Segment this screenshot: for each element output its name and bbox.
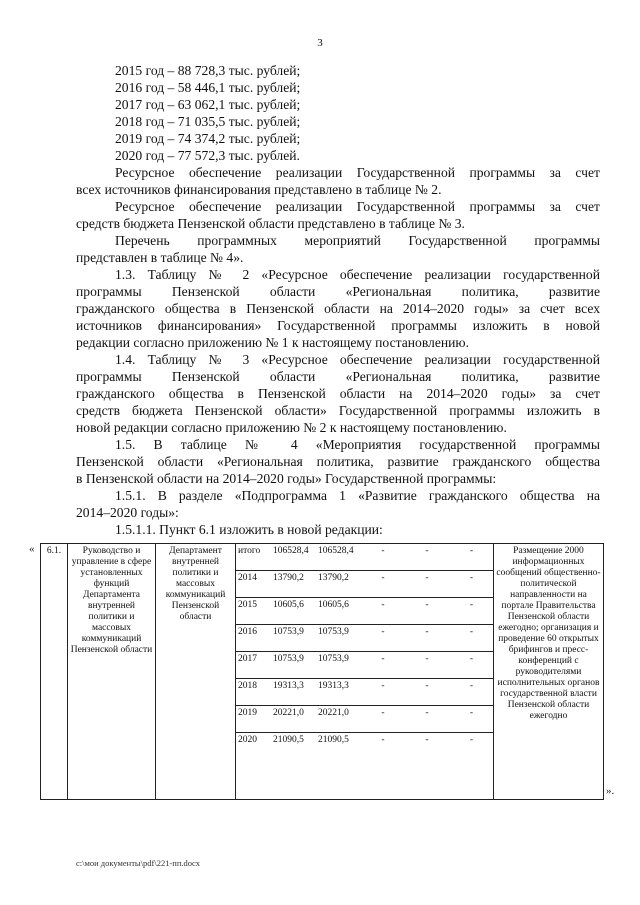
financing-row — [236, 733, 494, 760]
row-other: - — [449, 706, 494, 733]
year-line-2017: 2017 год – 63 062,1 тыс. рублей; — [115, 97, 301, 112]
row-local: - — [405, 706, 449, 733]
row-local: - — [405, 598, 449, 625]
row-other: - — [449, 571, 494, 598]
row-federal: - — [361, 544, 405, 571]
row-federal: - — [361, 679, 405, 706]
paragraph-4-line-5: редакции согласно приложению № 1 к настоящему постановлению. — [76, 335, 469, 350]
row-budget: 10753,9 — [316, 652, 361, 679]
financing-rows — [236, 544, 494, 759]
row-total: 20221,0 — [271, 706, 316, 733]
row-budget: 10605,6 — [316, 598, 361, 625]
paragraph-2-line-1: Ресурсное обеспечение реализации Государственной программы за счет — [115, 199, 600, 214]
table-close-quote: ». — [606, 785, 615, 797]
row-year: 2014 — [236, 571, 271, 598]
row-local: - — [405, 544, 449, 571]
financing-row — [236, 544, 494, 571]
row-other: - — [469, 735, 474, 745]
year-line-2018: 2018 год – 71 035,5 тыс. рублей; — [115, 114, 301, 129]
financing-row — [236, 679, 494, 706]
paragraph-8-line-1: 1.5.1.1. Пункт 6.1 изложить в новой редакции: — [115, 522, 383, 537]
paragraph-6-line-2: Пензенской области «Региональная политика, развитие гражданского общества — [76, 454, 600, 469]
year-line-2015: 2015 год – 88 728,3 тыс. рублей; — [115, 63, 301, 78]
row-budget: 106528,4 — [316, 544, 361, 571]
row-other: - — [449, 679, 494, 706]
row-federal: - — [361, 652, 405, 679]
row-federal: - — [361, 706, 405, 733]
paragraph-6-line-3: в Пензенской области на 2014–2020 годы» Государственной программы: — [76, 471, 497, 486]
paragraph-6-line-1: 1.5. В таблице № 4 «Мероприятия государственной программы — [115, 437, 600, 452]
paragraph-5-line-3: гражданского общества в Пензенской области на 2014–2020 годы» за счет — [76, 386, 600, 401]
paragraph-1-line-2: всех источников финансирования представлено в таблице № 2. — [76, 182, 442, 197]
row-budget: 20221,0 — [316, 706, 361, 733]
row-budget: 10753,9 — [316, 625, 361, 652]
row-total: 106528,4 — [271, 544, 316, 571]
item-number: 6.1. — [41, 544, 68, 800]
row-local: - — [405, 625, 449, 652]
row-total: 21090,5 — [273, 735, 304, 745]
financing-row — [236, 571, 494, 598]
table-open-quote: « — [29, 543, 35, 555]
row-other: - — [449, 652, 494, 679]
row-local: - — [425, 735, 429, 745]
paragraph-4-line-2: программы Пензенской области «Региональная политика, развитие — [76, 284, 600, 299]
row-total: 10605,6 — [271, 598, 316, 625]
page-number: 3 — [317, 37, 323, 49]
paragraph-4-line-4: источников финансирования» Государственной программы изложить в новой — [76, 318, 600, 333]
paragraph-2-line-2: средств бюджета Пензенской области представлено в таблице № 3. — [76, 216, 465, 231]
paragraph-7-line-2: 2014–2020 годы»: — [76, 505, 179, 520]
year-line-2020: 2020 год – 77 572,3 тыс. рублей. — [115, 148, 300, 163]
expected-result: Размещение 2000 информационных сообщений общественно-политической направленности на портале Правительства Пензенской области ежегодно; организация и проведение 60 открытых брифингов и пресс-конференций с руководителями исполнительных органов государственной власти Пензенской области ежегодно — [494, 544, 604, 800]
financing-row — [236, 598, 494, 625]
financing-row — [236, 625, 494, 652]
year-line-2016: 2016 год – 58 446,1 тыс. рублей; — [115, 80, 301, 95]
row-year: 2019 — [236, 706, 271, 733]
paragraph-4-line-1: 1.3. Таблицу № 2 «Ресурсное обеспечение реализации государственной — [115, 267, 600, 282]
row-federal: - — [361, 625, 405, 652]
row-year: итого — [236, 544, 271, 571]
paragraph-5-line-1: 1.4. Таблицу № 3 «Ресурсное обеспечение реализации государственной — [115, 352, 600, 367]
row-other: - — [449, 625, 494, 652]
paragraph-5-line-4: средств бюджета Пензенской области» Государственной программы изложить в — [76, 403, 600, 418]
row-total: 19313,3 — [271, 679, 316, 706]
financing-row — [236, 706, 494, 733]
row-local: - — [405, 679, 449, 706]
row-local: - — [405, 652, 449, 679]
row-year: 2018 — [236, 679, 271, 706]
file-path-footer: c:\мои документы\pdf\221-пп.docx — [76, 858, 201, 868]
row-budget: 19313,3 — [316, 679, 361, 706]
row-year: 2017 — [236, 652, 271, 679]
paragraph-7-line-1: 1.5.1. В разделе «Подпрограмма 1 «Развитие гражданского общества на — [115, 488, 600, 503]
financing-row — [236, 652, 494, 679]
row-year: 2015 — [236, 598, 271, 625]
row-federal: - — [361, 571, 405, 598]
row-total: 13790,2 — [271, 571, 316, 598]
paragraph-3-line-2: представлен в таблице № 4». — [76, 250, 244, 265]
paragraph-4-line-3: гражданского общества в Пензенской области на 2014–2020 годы» за счет всех — [76, 301, 600, 316]
row-other: - — [449, 544, 494, 571]
measures-table — [40, 543, 603, 800]
paragraph-5-line-2: программы Пензенской области «Региональная политика, развитие — [76, 369, 600, 384]
executor-name: Департамент внутренней политики и массовых коммуникаций Пензенской области — [156, 544, 236, 800]
row-total: 10753,9 — [271, 652, 316, 679]
row-federal: - — [361, 598, 405, 625]
paragraph-5-line-5: новой редакции согласно приложению № 2 к настоящему постановлению. — [76, 420, 507, 435]
paragraph-3-line-1: Перечень программных мероприятий Государственной программы — [115, 233, 600, 248]
row-total: 10753,9 — [271, 625, 316, 652]
year-line-2019: 2019 год – 74 374,2 тыс. рублей; — [115, 131, 301, 146]
row-year: 2020 — [238, 735, 257, 745]
row-year: 2016 — [236, 625, 271, 652]
activity-name: Руководство и управление в сфере установленных функций Департамента внутренней политики и массовых коммуникаций Пензенской области — [68, 544, 156, 800]
paragraph-1-line-1: Ресурсное обеспечение реализации Государственной программы за счет — [115, 165, 600, 180]
row-federal: - — [381, 735, 385, 745]
row-budget: 21090,5 — [318, 735, 349, 745]
row-budget: 13790,2 — [316, 571, 361, 598]
row-other: - — [449, 598, 494, 625]
row-local: - — [405, 571, 449, 598]
